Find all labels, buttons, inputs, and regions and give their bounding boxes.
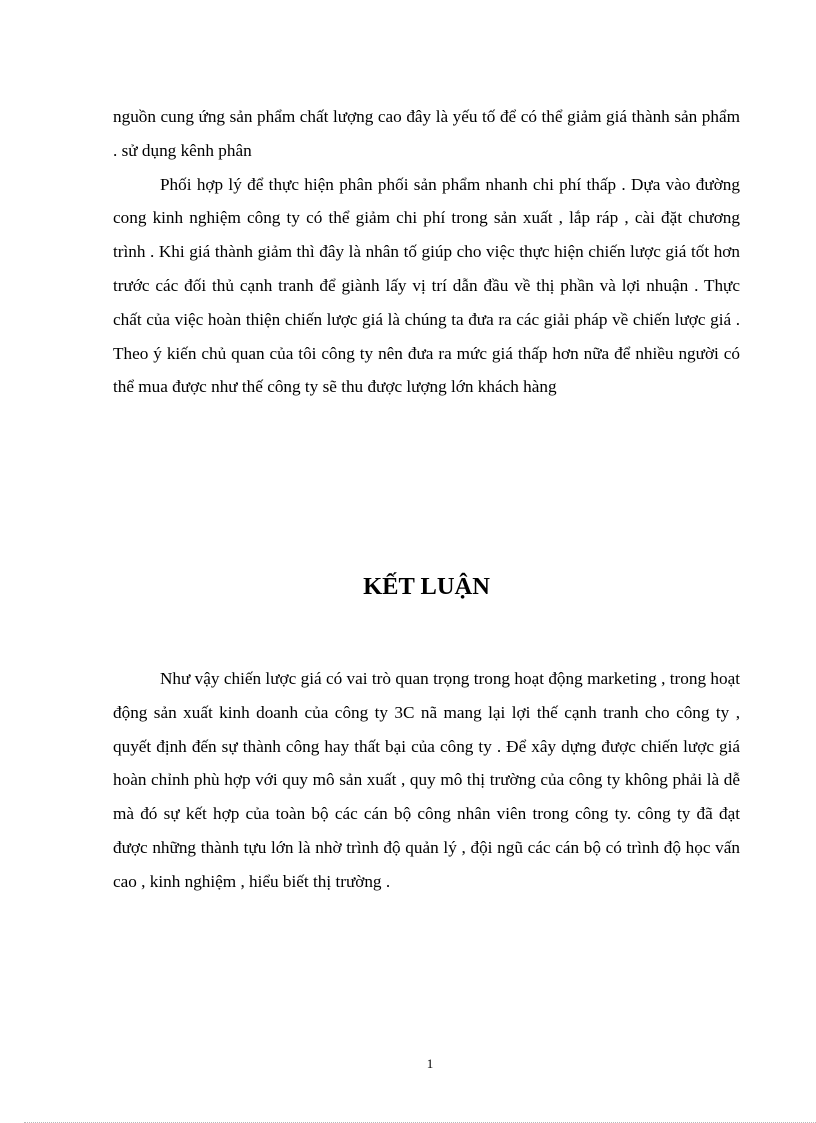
paragraph-price-strategy: Phối hợp lý để thực hiện phân phối sản phẩm nhanh chi phí thấp . Dựa vào đường cong kinh nghiệm công ty có thể giảm chi phí trong sản xuất , lắp ráp , cài đặt chương trình . Khi giá thành giảm thì đây là nhân tố giúp cho việc thực hiện chiến lược giá tốt hơn trước các đối thủ cạnh tranh để giành lấy vị trí dẫn đầu về thị phần và lợi nhuận . Thực chất của việc hoàn thiện chiến lược giá là chúng ta đưa ra các giải pháp về chiến lược giá . Theo ý kiến chủ quan của tôi công ty nên đưa ra mức giá thấp hơn nữa để nhiều người có thể mua được như thế công ty sẽ thu được lượng lớn khách hàng	[113, 174, 740, 397]
conclusion-heading: KẾT LUẬN	[363, 573, 490, 600]
conclusion-text-block	[113, 662, 740, 899]
paragraph-conclusion: Như vậy chiến lược giá có vai trò quan trọng trong hoạt động marketing , trong hoạt động sản xuất kinh doanh của công ty 3C nã mang lại lợi thế cạnh tranh cho công ty , quyết định đến sự thành công hay thất bại của công ty . Để xây dựng được chiến lược giá hoàn chỉnh phù hợp với quy mô sản xuất , quy mô thị trường của công ty không phải là dễ mà đó sự kết hợp của toàn bộ các cán bộ công nhân viên trong công ty. công ty đã đạt được những thành tựu lớn là nhờ trình độ quản lý , đội ngũ các cán bộ có trình độ học vấn cao , kinh nghiệm , hiểu biết thị trường .	[113, 669, 740, 891]
top-text-block	[113, 100, 740, 404]
paragraph-continuation: nguồn cung ứng sản phẩm chất lượng cao đây là yếu tố để có thể giảm giá thành sản phẩm . sử dụng kênh phân	[113, 107, 740, 160]
page-number: 1	[426, 1056, 434, 1071]
